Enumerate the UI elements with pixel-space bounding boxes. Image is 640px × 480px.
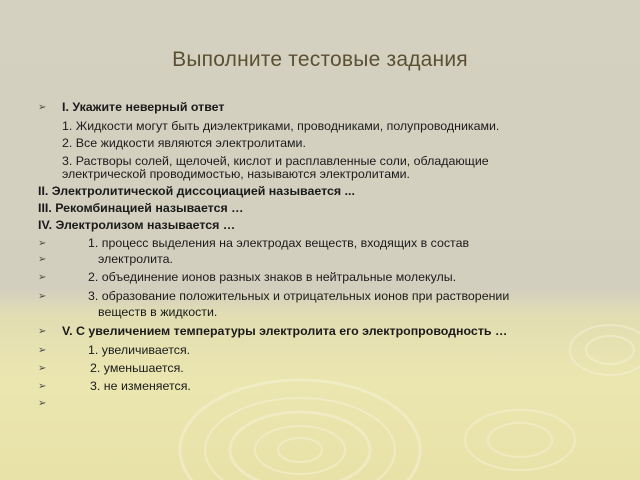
bullet-icon: ➢ bbox=[38, 238, 47, 249]
slide-title: Выполните тестовые задания bbox=[172, 48, 468, 71]
bullet-icon: ➢ bbox=[38, 363, 47, 374]
question-1-option-1: 1. Жидкости могут быть диэлектриками, проводниками, полупроводниками. bbox=[62, 119, 500, 133]
answer-option-3: 3. образование положительных и отрицательных ионов при растворении bbox=[88, 289, 510, 303]
bullet-icon: ➢ bbox=[38, 291, 47, 302]
question-2: II. Электролитической диссоциацией называется ... bbox=[38, 184, 355, 198]
question-5-option-2: 2. уменьшается. bbox=[90, 361, 184, 375]
bullet-icon: ➢ bbox=[38, 398, 47, 409]
answer-option-1: 1. процесс выделения на электродах веществ, входящих в состав bbox=[88, 236, 470, 250]
bullet-icon: ➢ bbox=[38, 381, 47, 392]
answer-option-2: 2. объединение ионов разных знаков в нейтральные молекулы. bbox=[88, 270, 457, 284]
question-1-option-3-cont: электрической проводимостью, называются электролитами. bbox=[62, 167, 410, 181]
bullet-icon: ➢ bbox=[38, 272, 47, 283]
answer-option-1-cont: электролита. bbox=[98, 252, 173, 266]
question-3: III. Рекомбинацией называется … bbox=[38, 201, 244, 215]
question-5-option-1: 1. увеличивается. bbox=[88, 343, 191, 357]
question-1-heading: I. Укажите неверный ответ bbox=[62, 100, 225, 114]
bullet-icon: ➢ bbox=[38, 345, 47, 356]
bullet-icon: ➢ bbox=[38, 326, 47, 337]
question-5: V. С увеличением температуры электролита его электропроводность … bbox=[62, 324, 508, 338]
question-4: IV. Электролизом называется … bbox=[38, 218, 236, 232]
bullet-icon: ➢ bbox=[38, 254, 47, 265]
answer-option-3-cont: веществ в жидкости. bbox=[98, 305, 218, 319]
bullet-icon: ➢ bbox=[38, 102, 47, 113]
question-1-option-2: 2. Все жидкости являются электролитами. bbox=[62, 136, 306, 150]
question-5-option-3: 3. не изменяется. bbox=[90, 379, 191, 393]
question-1-option-3: 3. Растворы солей, щелочей, кислот и расплавленные соли, обладающие bbox=[62, 154, 489, 168]
